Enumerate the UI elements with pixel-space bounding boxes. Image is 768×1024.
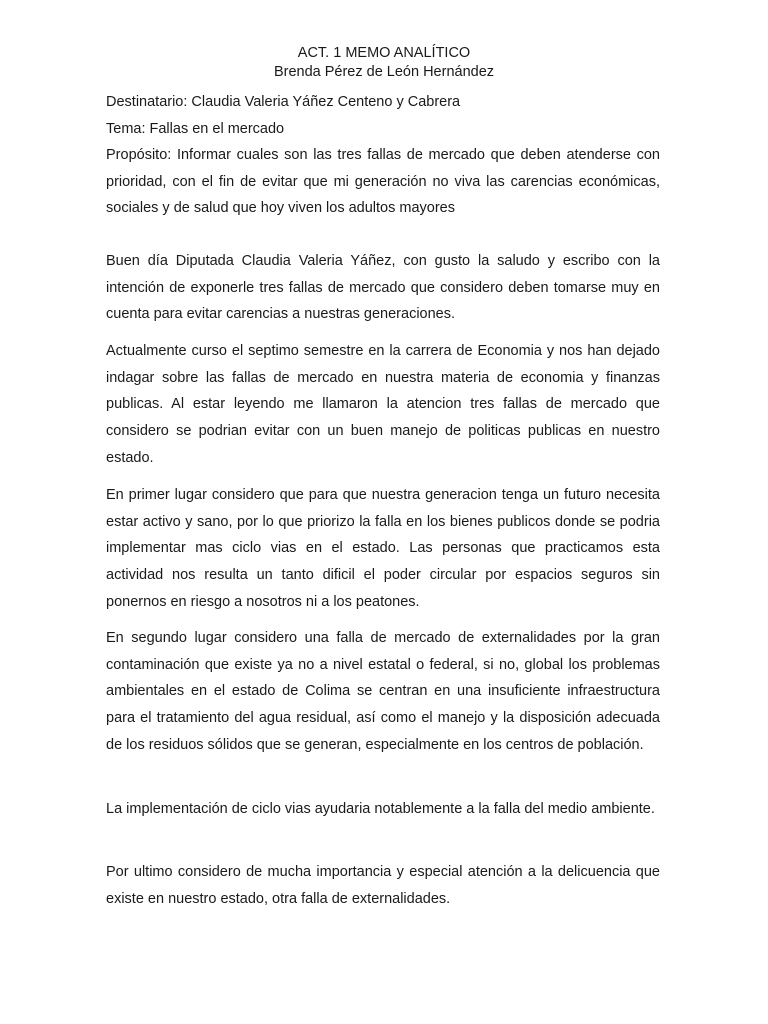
recipient-line: Destinatario: Claudia Valeria Yáñez Centeno y Cabrera (106, 94, 461, 110)
document-author: Brenda Pérez de León Hernández (273, 64, 495, 80)
paragraph-second-failure: En segundo lugar considero una falla de mercado de externalidades por la gran contaminación que existe ya no a nivel estatal o federal, si no, global los problemas ambientales en el estado de Colima se centran en una insuficiente infraestructura para el tratamiento del agua residual, así como el manejo y la disposición adecuada de los residuos sólidos que se generan, especialmente en los centros de población. (106, 630, 660, 753)
paragraph-third-failure: Por ultimo considero de mucha importancia y especial atención a la delicuencia que existe en nuestro estado, otra falla de externalidades. (106, 864, 660, 907)
document-title: ACT. 1 MEMO ANALÍTICO (297, 45, 471, 61)
topic-line: Tema: Fallas en el mercado (106, 121, 285, 137)
paragraph-greeting: Buen día Diputada Claudia Valeria Yáñez, con gusto la saludo y escribo con la intención de exponerle tres fallas de mercado que considero deben tomarse muy en cuenta para evitar carencias a nuestras generaciones. (106, 253, 660, 323)
document-header (0, 44, 768, 82)
paragraph-first-failure: En primer lugar considero que para que nuestra generacion tenga un futuro necesita estar activo y sano, por lo que priorizo la falla en los bienes publicos donde se podria implementar mas ciclo vias en el estado. Las personas que practicamos esta actividad nos resulta un tanto dificil el poder circular por espacios seguros sin ponernos en riesgo a nosotros ni a los peatones. (106, 487, 660, 610)
paragraph-context: Actualmente curso el septimo semestre en la carrera de Economia y nos han dejado indagar sobre las fallas de mercado en nuestra materia de economia y finanzas publicas. Al estar leyendo me llamaron la atencion tres fallas de mercado que considero se podrian evitar con un buen manejo de politicas publicas en nuestro estado. (106, 343, 660, 466)
purpose-paragraph: Propósito: Informar cuales son las tres fallas de mercado que deben atenderse con prioridad, con el fin de evitar que mi generación no viva las carencias económicas, sociales y de salud que hoy viven los adultos mayores (106, 147, 660, 217)
paragraph-bike-lanes: La implementación de ciclo vias ayudaria notablemente a la falla del medio ambiente. (106, 801, 655, 817)
